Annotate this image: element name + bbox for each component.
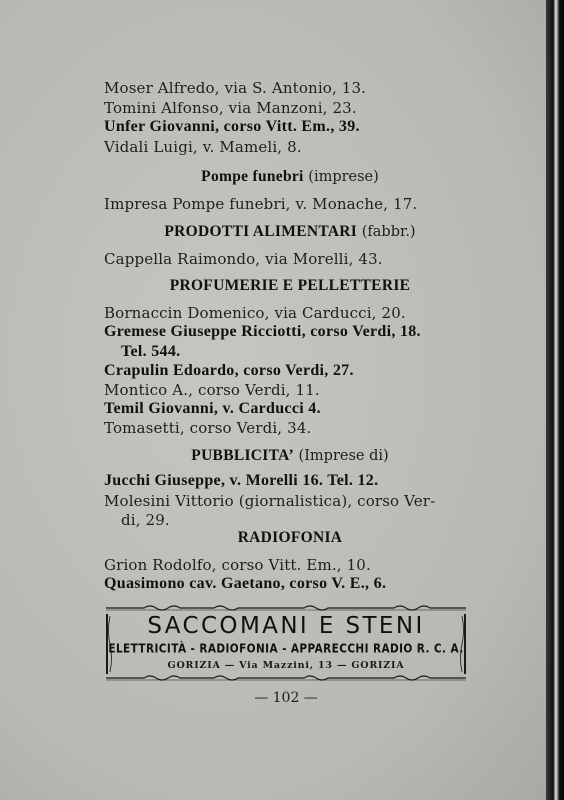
list-item: Moser Alfredo, via S. Antonio, 13. [104, 79, 367, 97]
heading-bold-text: PROFUMERIE E PELLETTERIE [169, 277, 411, 294]
heading-bold-text: PUBBLICITA’ [191, 447, 294, 464]
list-item: Impresa Pompe funebri, v. Monache, 17. [104, 195, 418, 213]
section-heading-pubblicita [80, 446, 500, 466]
list-item: Grion Rodolfo, corso Vitt. Em., 10. [104, 556, 371, 574]
section-heading-profumerie [80, 276, 500, 296]
list-item: Gremese Giuseppe Ricciotti, corso Verdi, 18. [104, 323, 421, 340]
list-item: Montico A., corso Verdi, 11. [104, 381, 320, 399]
list-item: Bornaccin Domenico, via Carducci, 20. [104, 304, 406, 322]
list-item: Quasimono cav. Gaetano, corso V. E., 6. [104, 575, 387, 592]
list-item: Tomini Alfonso, via Manzoni, 23. [104, 99, 357, 117]
section-heading-radiofonia [80, 528, 500, 548]
ad-activity-line: ELETTRICITÀ - RADIOFONIA - APPARECCHI RADIO R. C. A. [108, 642, 464, 656]
list-item: Crapulin Edoardo, corso Verdi, 27. [104, 362, 354, 379]
heading-bold-text: RADIOFONIA [237, 529, 343, 546]
ad-company-name: SACCOMANI E STENI [147, 613, 425, 639]
heading-bold-text: PRODOTTI ALIMENTARI [164, 223, 358, 240]
page-number: — 102 — [254, 690, 318, 706]
heading-bold-text: Pompe funebri [201, 168, 304, 185]
list-item: Molesini Vittorio (giornalistica), corso Ver- [104, 492, 436, 510]
heading-normal-text: (imprese) [303, 169, 379, 185]
list-item: Cappella Raimondo, via Morelli, 43. [104, 250, 383, 268]
list-item: Jucchi Giuseppe, v. Morelli 16. Tel. 12. [104, 472, 379, 489]
book-spine-edge [546, 0, 564, 800]
list-item: Temil Giovanni, v. Carducci 4. [104, 400, 321, 417]
list-item: Vidali Luigi, v. Mameli, 8. [104, 138, 302, 156]
list-item: Unfer Giovanni, corso Vitt. Em., 39. [104, 118, 360, 135]
list-item: Tomasetti, corso Verdi, 34. [104, 419, 312, 437]
heading-normal-text: (fabbr.) [357, 224, 416, 240]
heading-normal-text: (Imprese di) [293, 448, 389, 464]
section-heading-pompe-funebri [80, 167, 500, 187]
ad-address-line: GORIZIA — Via Mazzini, 13 — GORIZIA [167, 660, 405, 671]
advertisement-box [104, 604, 468, 684]
section-heading-prodotti-alimentari [80, 222, 500, 242]
list-item-continuation: Tel. 544. [121, 343, 181, 360]
list-item-continuation: di, 29. [121, 511, 170, 529]
